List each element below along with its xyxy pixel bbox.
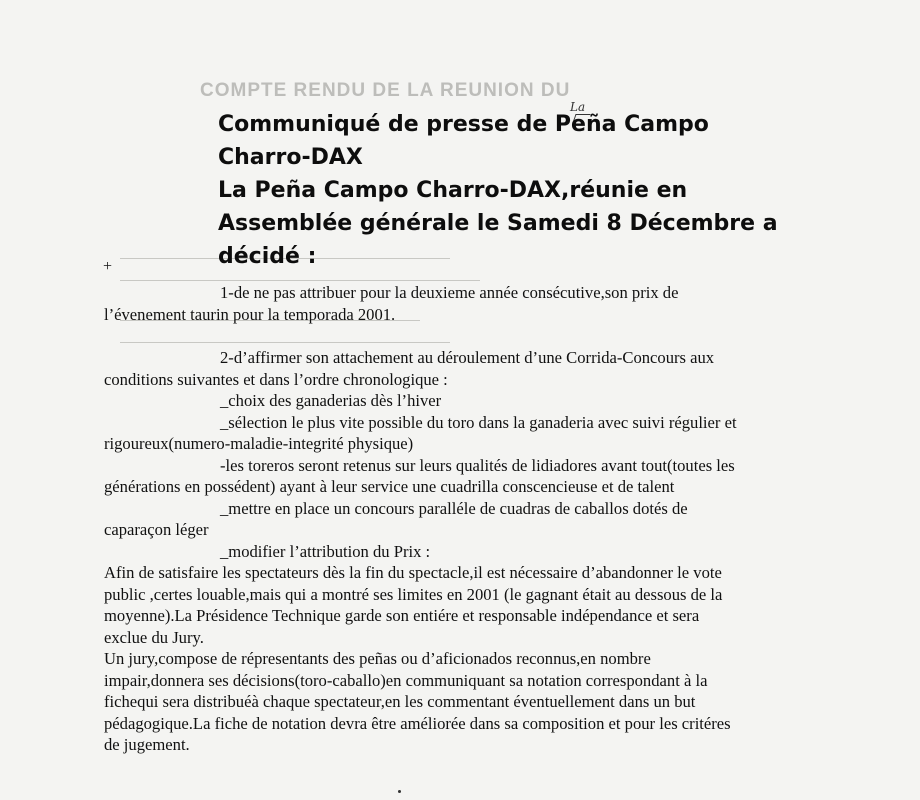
bullet-5: _modifier l’attribution du Prix : (220, 541, 431, 561)
bleed-through-line (120, 280, 480, 281)
bullet-2-line-2: rigoureux(numero-maladie-integrité physique) (104, 434, 414, 453)
margin-marker: + (103, 258, 113, 275)
paragraph-2-line-3: fichequi sera distribuéà chaque spectateur,en les commentant éventuellement dans un but (104, 692, 696, 711)
title-line-2: Charro-DAX (218, 145, 363, 170)
item-1-line-2: l’évenement taurin pour la temporada 2001. (104, 304, 396, 324)
bullet-1: _choix des ganaderias dès l’hiver (220, 391, 442, 410)
bullet-3-line-1: -les toreros seront retenus sur leurs qualités de lidiadores avant tout(toutes les (220, 455, 735, 475)
paragraph-1-line-3: moyenne).La Présidence Technique garde son entiére et responsable indépendance et sera (104, 606, 700, 625)
paragraph-2-line-5: de jugement. (104, 735, 190, 754)
item-2-line-2: conditions suivantes et dans l’ordre chronologique : (104, 369, 448, 389)
press-release-title (218, 108, 858, 273)
bullet-4-line-1: _mettre en place un concours paralléle de cuadras de caballos dotés de (220, 498, 688, 518)
title-line-1 (218, 108, 858, 141)
bullet-2-line-1: _sélection le plus vite possible du toro dans la ganaderia avec suivi régulier et (220, 412, 737, 432)
bullet-3-line-2: générations en possédent) ayant à leur service une cuadrilla conscencieuse et de talent (104, 477, 675, 496)
paragraph-1-line-2: public ,certes louable,mais qui a montré ses limites en 2001 (le gagnant était au dessous de la (104, 584, 723, 604)
title-line-1-part-2: Peña Campo (554, 112, 709, 137)
speck (398, 790, 401, 793)
paragraph-2-line-2: impair,donnera ses décisions(toro-caballo)en communiquant sa notation correspondant à la (104, 670, 708, 690)
item-2-line-1: 2-d’affirmer son attachement au déroulement d’une Corrida-Concours aux (220, 348, 715, 367)
title-line-1-part-1: Communiqué de presse de (218, 112, 555, 137)
title-line-5: décidé : (218, 244, 317, 269)
paragraph-1-line-1: Afin de satisfaire les spectateurs dès la fin du spectacle,il est nécessaire d’abandonner le vote (104, 563, 722, 582)
paragraph-2-line-1: Un jury,compose de répresentants des peñas ou d’aficionados reconnus,en nombre (104, 649, 651, 668)
paragraph-1-line-4: exclue du Jury. (104, 627, 204, 647)
handwritten-insert: La (570, 100, 586, 114)
paragraph-2-line-4: pédagogique.La fiche de notation devra être améliorée dans sa composition et pour les critéres (104, 713, 731, 733)
bleed-through-heading: COMPTE RENDU DE LA REUNION DU (200, 80, 571, 101)
title-line-3: La Peña Campo Charro-DAX,réunie en (218, 178, 688, 203)
bullet-4-line-2: caparaçon léger (104, 520, 209, 539)
item-1-line-1: 1-de ne pas attribuer pour la deuxieme année consécutive,son prix de (220, 283, 679, 302)
title-line-4: Assemblée générale le Samedi 8 Décembre a (218, 211, 778, 236)
press-release-body (104, 282, 844, 756)
